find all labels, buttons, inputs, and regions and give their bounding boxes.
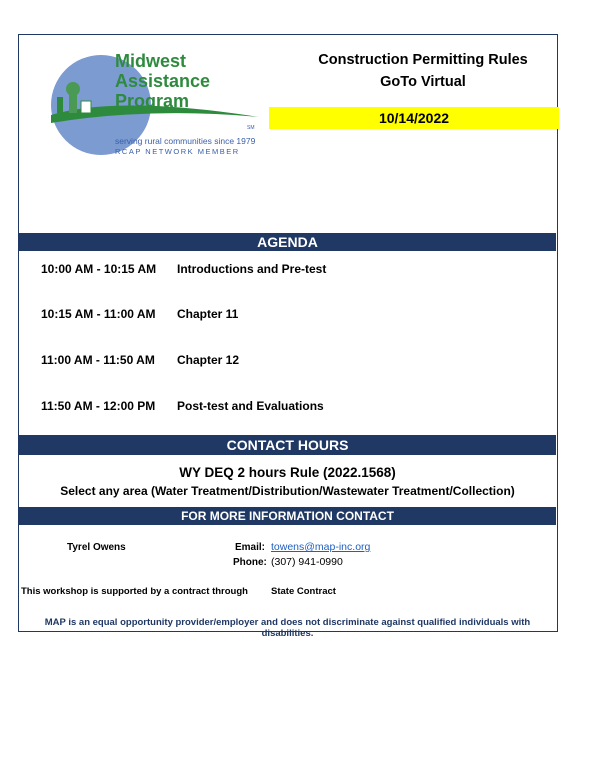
- support-contract: State Contract: [271, 586, 336, 597]
- email-link[interactable]: towens@map-inc.org: [271, 541, 371, 553]
- agenda-item: [19, 398, 556, 414]
- title-line-1: Construction Permitting Rules: [318, 52, 528, 68]
- agenda-item: [19, 306, 556, 322]
- agenda-topic: Chapter 12: [177, 353, 240, 367]
- logo-graphic: [29, 45, 269, 157]
- more-info-heading: FOR MORE INFORMATION CONTACT: [19, 507, 556, 525]
- agenda-time: 11:50 AM - 12:00 PM: [41, 399, 156, 413]
- agenda-topic: Chapter 11: [177, 307, 239, 321]
- event-title: [287, 49, 559, 93]
- agenda-time: 10:00 AM - 10:15 AM: [41, 262, 157, 276]
- eeo-statement: MAP is an equal opportunity provider/employer and does not discriminate against qualified individuals with disabilities.: [44, 617, 531, 639]
- logo-word-2: Assistance: [115, 71, 211, 91]
- support-text: This workshop is supported by a contract through: [21, 586, 248, 597]
- agenda-heading: AGENDA: [19, 233, 556, 251]
- email-label: Email:: [235, 542, 266, 553]
- agenda-topic: Post-test and Evaluations: [177, 399, 324, 413]
- flyer-frame: [18, 34, 558, 639]
- phone-number: (307) 941-0990: [271, 556, 343, 568]
- title-line-2: GoTo Virtual: [380, 74, 466, 90]
- agenda-item: [19, 261, 556, 277]
- contact-hours-heading: CONTACT HOURS: [19, 435, 556, 455]
- event-date: 10/14/2022: [269, 107, 559, 129]
- contact-hours-rule: WY DEQ 2 hours Rule (2022.1568): [179, 465, 396, 480]
- agenda-time: 10:15 AM - 11:00 AM: [41, 307, 156, 321]
- agenda-time: 11:00 AM - 11:50 AM: [41, 353, 155, 367]
- map-logo: [29, 45, 269, 157]
- logo-tagline: serving rural communities since 1979: [115, 136, 256, 146]
- agenda-item: [19, 352, 556, 368]
- logo-network: RCAP NETWORK MEMBER: [115, 147, 240, 156]
- contact-hours-areas: Select any area (Water Treatment/Distribution/Wastewater Treatment/Collection): [60, 484, 515, 498]
- logo-sm: SM: [247, 125, 255, 131]
- phone-label: Phone:: [233, 557, 267, 568]
- logo-word-1: Midwest: [115, 51, 187, 71]
- agenda-topic: Introductions and Pre-test: [177, 262, 327, 276]
- contact-name: Tyrel Owens: [67, 542, 126, 553]
- logo-word-3: Program: [115, 91, 190, 111]
